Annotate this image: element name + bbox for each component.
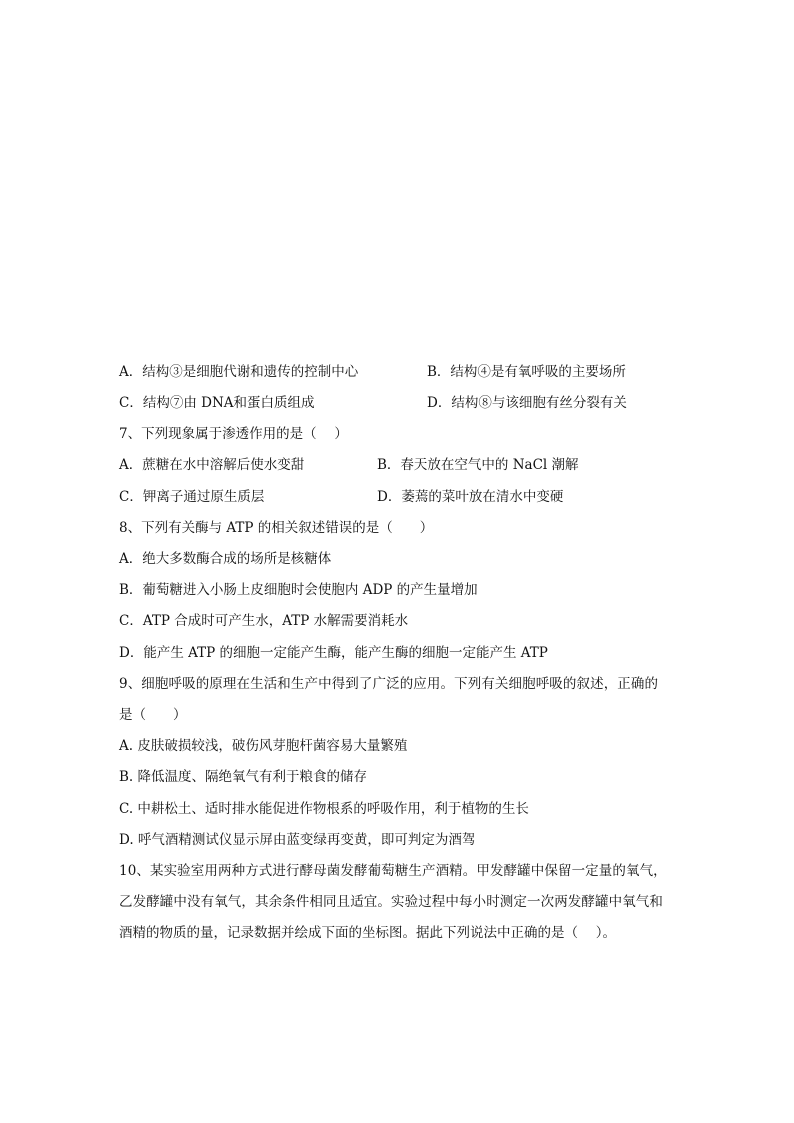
- q8-option-d: D．能产生 ATP 的细胞一定能产生酶，能产生酶的细胞一定能产生 ATP: [119, 645, 548, 661]
- q9-stem-line2: 是（ ）: [119, 707, 187, 723]
- q6-option-d: D．结构⑧与该细胞有丝分裂有关: [427, 395, 627, 411]
- q8-option-c: C．ATP 合成时可产生水，ATP 水解需要消耗水: [119, 613, 409, 629]
- q9-option-c: C. 中耕松土、适时排水能促进作物根系的呼吸作用，利于植物的生长: [119, 801, 529, 817]
- q9-option-d: D. 呼气酒精测试仪显示屏由蓝变绿再变黄，即可判定为酒驾: [119, 832, 476, 848]
- q7-option-d: D．萎蔫的菜叶放在清水中变硬: [377, 489, 564, 505]
- q7-stem: 7、下列现象属于渗透作用的是（ ）: [119, 426, 348, 442]
- q7-option-c: C．钾离子通过原生质层: [119, 489, 265, 505]
- q8-option-b: B．葡萄糖进入小肠上皮细胞时会使胞内 ADP 的产生量增加: [119, 582, 478, 598]
- q9-option-a: A. 皮肤破损较浅，破伤风芽胞杆菌容易大量繁殖: [119, 738, 408, 754]
- q10-stem-line1: 10、某实验室用两种方式进行酵母菌发酵葡萄糖生产酒精。甲发酵罐中保留一定量的氧气，: [119, 863, 667, 879]
- q7-option-a: A．蔗糖在水中溶解后使水变甜: [119, 457, 305, 473]
- q7-option-b: B．春天放在空气中的 NaCl 潮解: [377, 457, 579, 473]
- q6-option-b: B．结构④是有氧呼吸的主要场所: [427, 364, 626, 380]
- q10-stem-line3: 酒精的物质的量，记录数据并绘成下面的坐标图。据此下列说法中正确的是（ ）。: [119, 925, 617, 941]
- q10-stem-line2: 乙发酵罐中没有氧气，其余条件相同且适宜。实验过程中每小时测定一次两发酵罐中氧气和: [119, 894, 663, 910]
- q9-option-b: B. 降低温度、隔绝氧气有利于粮食的储存: [119, 769, 368, 785]
- q8-stem: 8、下列有关酶与 ATP 的相关叙述错误的是（ ）: [119, 520, 434, 536]
- q6-option-c: C．结构⑦由 DNA和蛋白质组成: [119, 395, 315, 411]
- q8-option-a: A．绝大多数酶合成的场所是核糖体: [119, 551, 332, 567]
- q9-stem-line1: 9、细胞呼吸的原理在生活和生产中得到了广泛的应用。下列有关细胞呼吸的叙述，正确的: [119, 676, 659, 692]
- q6-option-a: A．结构③是细胞代谢和遗传的控制中心: [119, 364, 359, 380]
